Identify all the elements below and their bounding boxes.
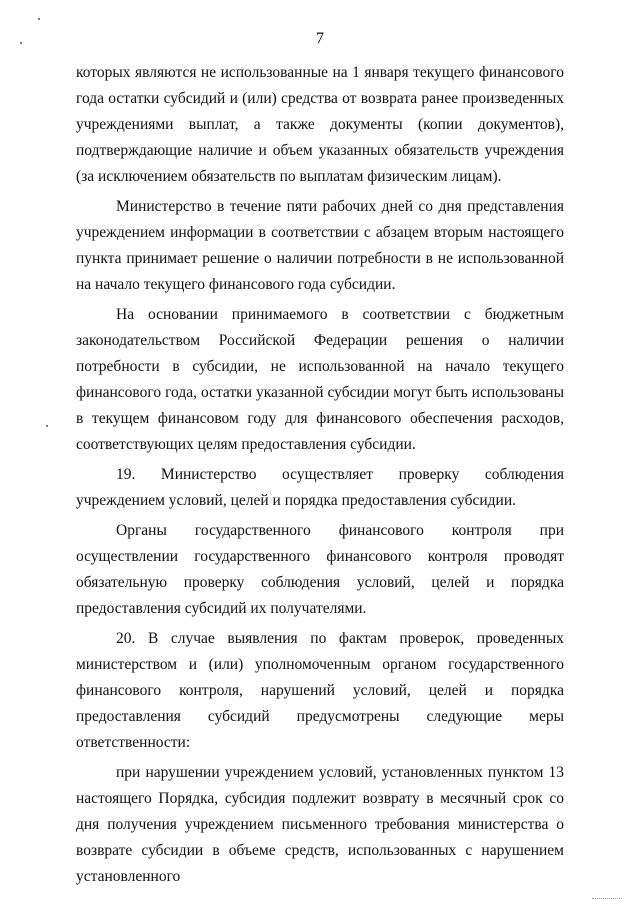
- scan-footer-mark: [592, 896, 622, 899]
- paragraph-violation-return: при нарушении учреждением условий, установленных пунктом 13 настоящего Порядка, субсидия подлежит возврату в месячный срок со дня получения учреждением письменного требования министерства о возврате субсидии в объеме средств, использованных с нарушением установленного: [76, 764, 564, 885]
- document-body: [76, 60, 564, 890]
- paragraph-continuation: которых являются не использованные на 1 января текущего финансового года остатки субсидий и (или) средства от возврата ранее произведенных учреждениями выплат, а также документы (копии документов), подтверждающие наличие и объем указанных обязательств учреждения (за исключением обязательств по выплатам физическим лицам).: [76, 64, 564, 185]
- scan-speck: [46, 425, 48, 427]
- paragraph-item-19: 19. Министерство осуществляет проверку соблюдения учреждением условий, целей и порядка предоставления субсидии.: [76, 466, 564, 509]
- paragraph-item-20: 20. В случае выявления по фактам проверок, проведенных министерством и (или) уполномоченным органом государственного финансового контроля, нарушений условий, целей и порядка предоставления субсидий предусмотрены следующие меры ответственности:: [76, 630, 564, 751]
- scan-speck: [20, 42, 22, 44]
- scan-speck: [38, 18, 40, 20]
- paragraph-financial-control: Органы государственного финансового контроля при осуществлении государственного финансового контроля проводят обязательную проверку соблюдения условий, целей и порядка предоставления субсидий их получателями.: [76, 522, 564, 617]
- paragraph-ministry-decision: Министерство в течение пяти рабочих дней со дня представления учреждением информации в соответствии с абзацем вторым настоящего пункта принимает решение о наличии потребности в не использованной на начало текущего финансового года субсидии.: [76, 198, 564, 293]
- paragraph-remaining-subsidy: На основании принимаемого в соответствии с бюджетным законодательством Российской Федерации решения о наличии потребности в субсидии, не использованной на начало текущего финансового года, остатки указанной субсидии могут быть использованы в текущем финансовом году для финансового обеспечения расходов, соответствующих целям предоставления субсидии.: [76, 306, 564, 453]
- page-number: 7: [316, 30, 324, 47]
